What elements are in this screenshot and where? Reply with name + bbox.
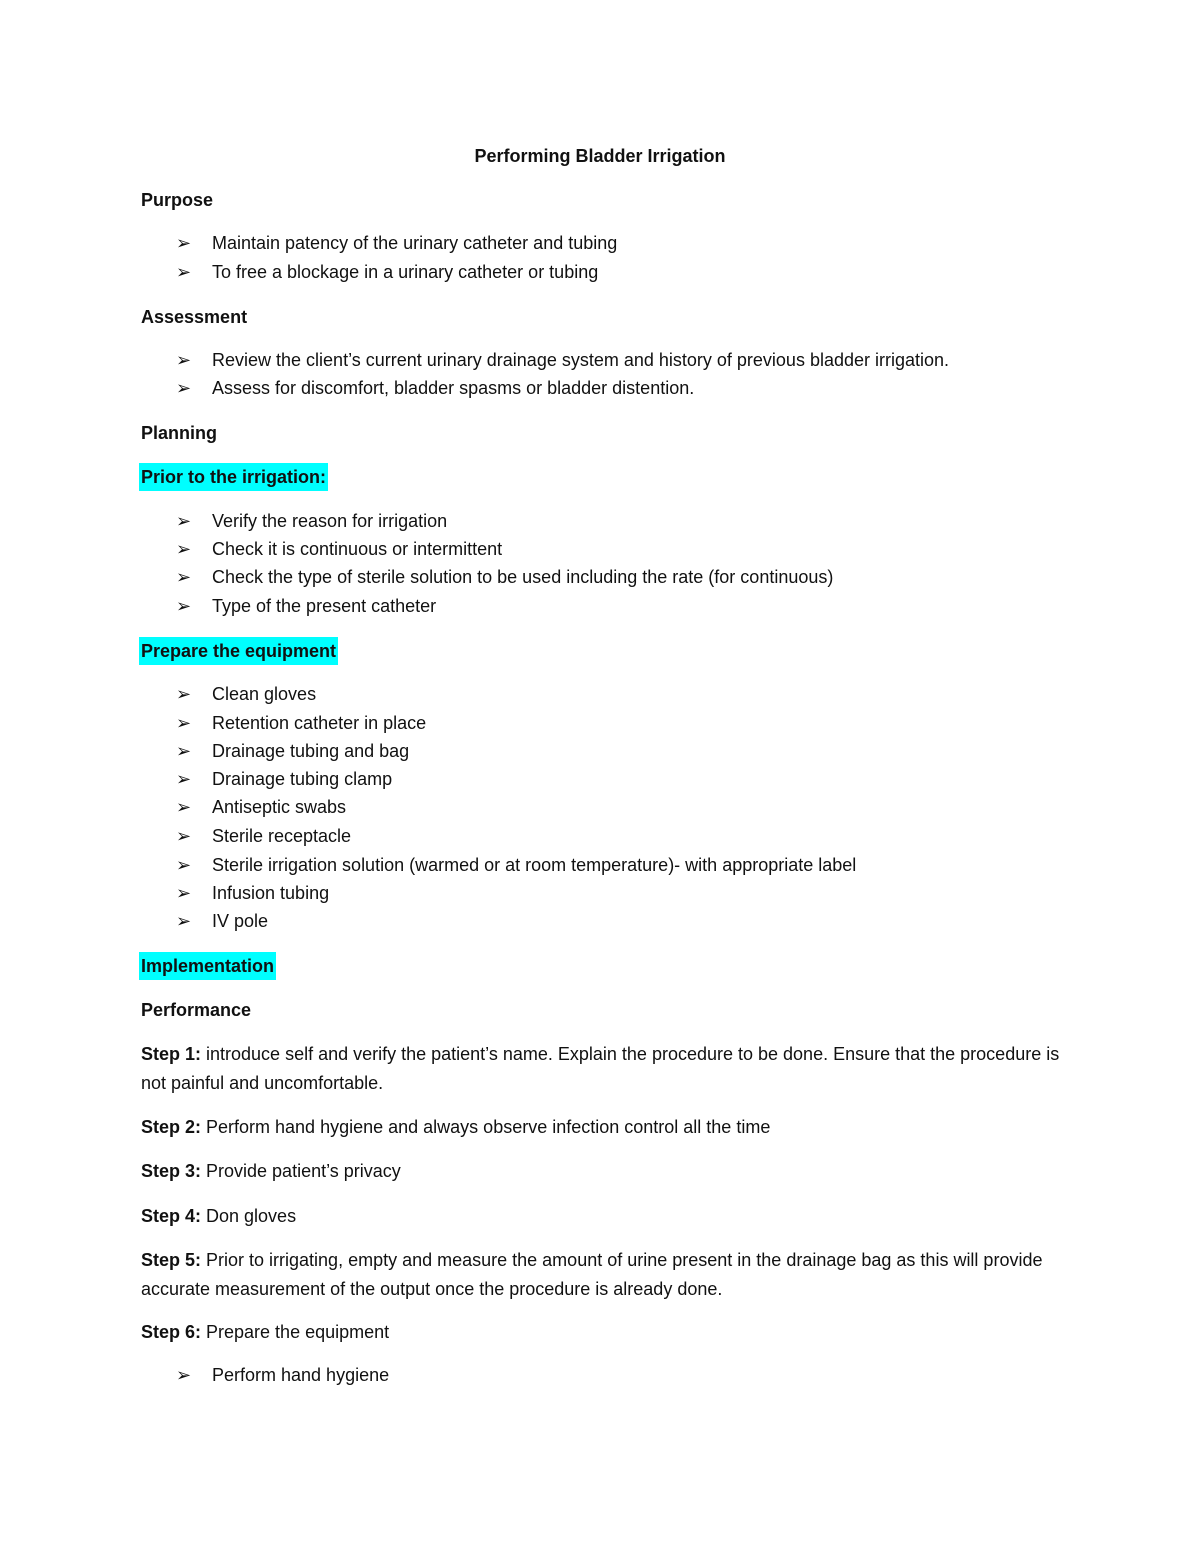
arrow-bullet-icon: ➢ [176, 769, 192, 789]
arrow-bullet-icon: ➢ [176, 1365, 192, 1385]
bullet-text: Check it is continuous or intermittent [212, 539, 503, 559]
step-paragraph [141, 1202, 1061, 1231]
arrow-bullet-icon: ➢ [176, 567, 192, 587]
bullet-text: Perform hand hygiene [212, 1365, 390, 1385]
arrow-bullet-icon: ➢ [176, 855, 192, 875]
bullet-text: Maintain patency of the urinary catheter and tubing [212, 233, 618, 253]
step-paragraph [141, 1157, 1061, 1186]
arrow-bullet-icon: ➢ [176, 713, 192, 733]
step-text: Prepare the equipment [201, 1322, 390, 1342]
step-label: Step 6: [141, 1322, 202, 1342]
assessment-heading: Assessment [141, 307, 248, 327]
bullet-text: Review the client’s current urinary drainage system and history of previous bladder irrigation. [212, 350, 950, 370]
bullet-text: Sterile receptacle [212, 826, 352, 846]
step-text: Don gloves [201, 1206, 297, 1226]
step-label: Step 1: [141, 1044, 202, 1064]
bullet-text: Assess for discomfort, bladder spasms or bladder distention. [212, 378, 695, 398]
step-paragraph [141, 1318, 1061, 1347]
arrow-bullet-icon: ➢ [176, 911, 192, 931]
bullet-text: Type of the present catheter [212, 596, 437, 616]
arrow-bullet-icon: ➢ [176, 596, 192, 616]
step-label: Step 5: [141, 1250, 202, 1270]
planning-heading: Planning [141, 423, 217, 443]
bullet-text: Antiseptic swabs [212, 797, 347, 817]
step-text: Prior to irrigating, empty and measure the amount of urine present in the drainage bag as this will provide accurate measurement of the output once the procedure is already done. [141, 1250, 1043, 1299]
bullet-text: Drainage tubing and bag [212, 741, 410, 761]
bullet-text: Drainage tubing clamp [212, 769, 393, 789]
arrow-bullet-icon: ➢ [176, 233, 192, 253]
implementation-heading-highlighted: Implementation [139, 952, 276, 980]
bullet-text: IV pole [212, 911, 269, 931]
step-text: Perform hand hygiene and always observe infection control all the time [201, 1117, 771, 1137]
bullet-text: Sterile irrigation solution (warmed or at room temperature)- with appropriate label [212, 855, 857, 875]
prior-heading-highlighted: Prior to the irrigation: [139, 463, 328, 491]
arrow-bullet-icon: ➢ [176, 741, 192, 761]
purpose-heading: Purpose [141, 190, 214, 210]
bullet-text: Infusion tubing [212, 883, 330, 903]
bullet-text: Retention catheter in place [212, 713, 427, 733]
step-label: Step 2: [141, 1117, 202, 1137]
bullet-text: Verify the reason for irrigation [212, 511, 448, 531]
arrow-bullet-icon: ➢ [176, 684, 192, 704]
arrow-bullet-icon: ➢ [176, 797, 192, 817]
document-title: Performing Bladder Irrigation [474, 146, 726, 166]
equipment-heading-highlighted: Prepare the equipment [139, 637, 338, 665]
arrow-bullet-icon: ➢ [176, 539, 192, 559]
step-paragraph [141, 1113, 1061, 1142]
step-label: Step 3: [141, 1161, 202, 1181]
step-text: Provide patient’s privacy [201, 1161, 401, 1181]
bullet-text: To free a blockage in a urinary catheter or tubing [212, 262, 599, 282]
bullet-text: Clean gloves [212, 684, 317, 704]
step-paragraph [141, 1246, 1061, 1303]
arrow-bullet-icon: ➢ [176, 826, 192, 846]
arrow-bullet-icon: ➢ [176, 262, 192, 282]
bullet-text: Check the type of sterile solution to be used including the rate (for continuous) [212, 567, 834, 587]
step-text: introduce self and verify the patient’s name. Explain the procedure to be done. Ensure that the procedure is not painful and uncomfortable. [141, 1044, 1060, 1093]
arrow-bullet-icon: ➢ [176, 883, 192, 903]
arrow-bullet-icon: ➢ [176, 378, 192, 398]
step-paragraph [141, 1040, 1061, 1097]
step-label: Step 4: [141, 1206, 202, 1226]
performance-heading: Performance [141, 1000, 252, 1020]
arrow-bullet-icon: ➢ [176, 350, 192, 370]
arrow-bullet-icon: ➢ [176, 511, 192, 531]
